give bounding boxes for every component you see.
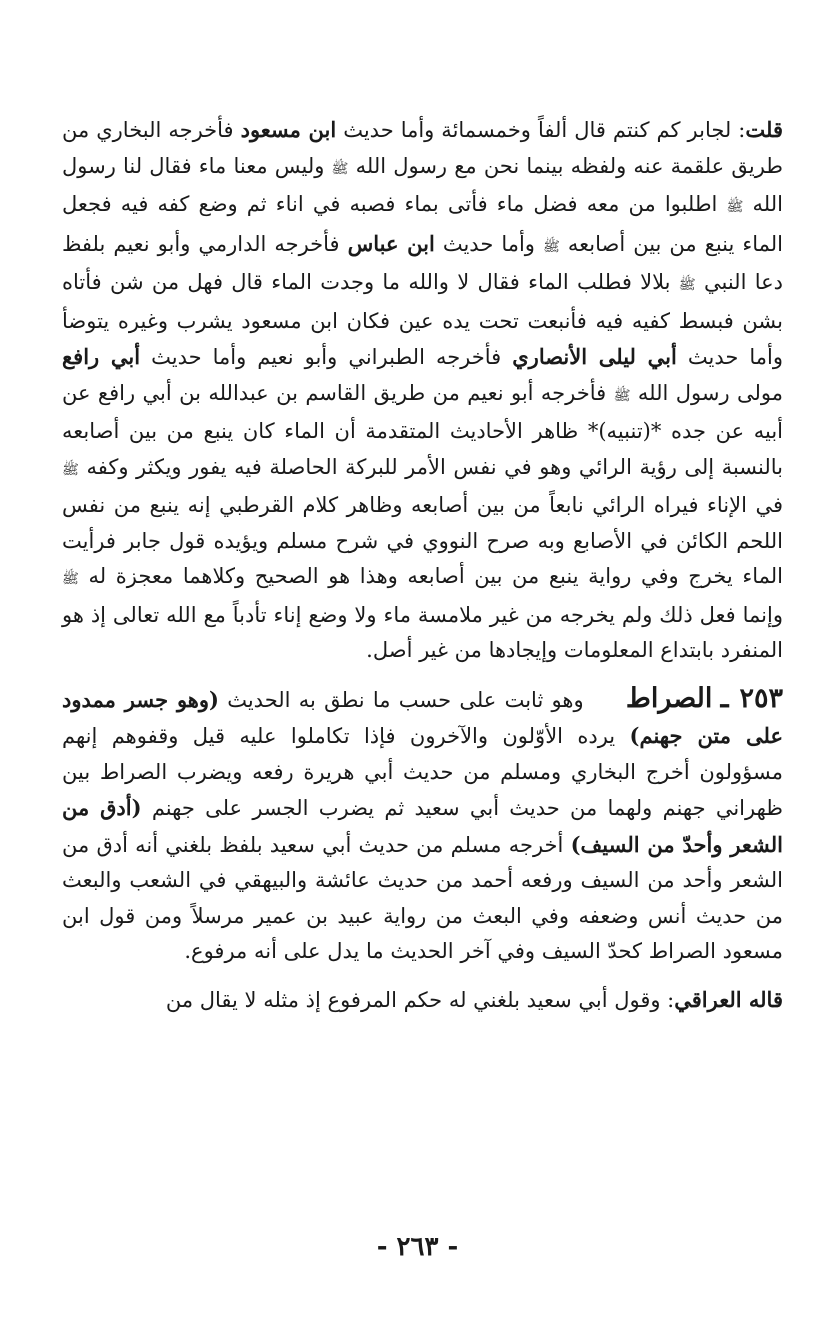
paragraph-1 [62,112,783,669]
text-run: اطلبوا من معه فضل ماء فأتى بماء فصبه في اناء ثم وضع كفه فيه فجعل الماء ينبع من بين أصابعه [62,192,783,256]
honorific-glyph: ﷺ [62,461,79,478]
honorific-glyph: ﷺ [331,160,349,177]
bold-term: ابن عباس [347,230,435,256]
bold-term: ابن مسعود [240,117,337,142]
text-run: وليس معنا ماء فقال لنا رسول الله [62,153,783,216]
text-run: وهو ثابت على حسب ما نطق به الحديث [218,687,584,712]
bold-term: قاله العراقي [674,986,783,1012]
bold-term: أبي ليلى الأنصاري [512,344,677,369]
honorific-glyph: ﷺ [678,277,696,293]
text-run: مولى رسول الله [630,380,783,405]
text-run: وأما حديث [434,231,543,256]
paragraph-2 [62,681,783,970]
text-run: : لجابر كم كنتم قال ألفاً وخمسمائة وأما حديث [336,118,746,142]
honorific-glyph: ﷺ [613,387,631,404]
text-run: بلالا فطلب الماء فقال لا والله ما وجدت الماء قال فهل من شن فأتاه بشن فبسط كفيه فيه فأنبعت تحت يده عين فكان ابن مسعود يشرب وغيره يتوضأ وأما حديث [62,270,783,369]
text-run: فأخرجه الطبراني وأبو نعيم وأما حديث [140,345,513,369]
text-run: : وقول أبي سعيد بلغني له حكم المرفوع إذ مثله لا يقال من [165,987,675,1012]
text-run: فأخرجه أبو نعيم من طريق القاسم بن عبدالله بن أبي رافع عن أبيه عن جده *(تنبيه)* ظاهر الأحاديث المتقدمة أن الماء كان ينبع من بين أصابعه بالنسبة إلى رؤية الرائي وهو في نفس الأمر للبركة الحاصلة فيه يفور ويكثر وكفه [62,380,783,479]
entry-number: ٢٥٣ ـ [720,682,783,714]
text-run: يرده الأوّلون والآخرون فإذا تكاملوا عليه قيل وقفوهم إنهم مسؤولون أخرج البخاري ومسلم من حديث أبي هريرة رفعه ويضرب الصراط بين ظهراني جهنم ولهما من حديث أبي سعيد ثم يضرب الجسر على جهنم [62,724,783,820]
honorific-glyph: ﷺ [62,571,79,587]
entry-title: الصراط [625,682,713,714]
text-run: فأخرجه البخاري من طريق علقمة عنه ولفظه بينما نحن مع رسول الله [62,118,783,178]
page-number: - ٢٦٣ - [376,1232,459,1262]
text-run: وإنما فعل ذلك ولم يخرجه من غير ملامسة ماء ولا وضع إناء تأدباً مع الله تعالى إذ هو المنفرد بابتداع المعلومات وإيجادها من غير أصل. [62,602,783,662]
honorific-glyph: ﷺ [542,238,560,255]
bold-term: (أدق من الشعر وأحدّ من السيف) [62,795,784,857]
bold-term: أبي رافع [62,344,141,369]
page-body [62,112,783,1018]
bold-term: قلت [745,117,784,142]
text-run: فأخرجه الدارمي وأبو نعيم بلفظ دعا النبي [62,231,783,294]
honorific-glyph: ﷺ [726,199,744,215]
bold-term: (وهو جسر ممدود على متن جهنم) [62,686,784,748]
paragraph-3 [62,982,783,1019]
text-run: في الإناء فيراه الرائي نابعاً من بين أصابعه وظاهر كلام القرطبي إنه ينبع من نفس اللحم الكائن في الأصابع وبه صرح النووي في شرح مسلم ويؤيده قول جابر فرأيت الماء يخرج وفي رواية ينبع من بين أصابعه وهذا هو الصحيح وكلاهما معجزة له [62,493,783,588]
text-run: أخرجه مسلم من حديث أبي سعيد بلفظ بلغني أنه أدق من الشعر وأحد من السيف ورفعه أحمد من حديث عائشة والبيهقي في الشعب والبعث من حديث أنس وضعفه وفي البعث من رواية عبيد بن عمير مرسلاً ومن قول ابن مسعود الصراط كحدّ السيف وفي آخر الحديث ما يدل على أنه مرفوع. [62,832,783,963]
